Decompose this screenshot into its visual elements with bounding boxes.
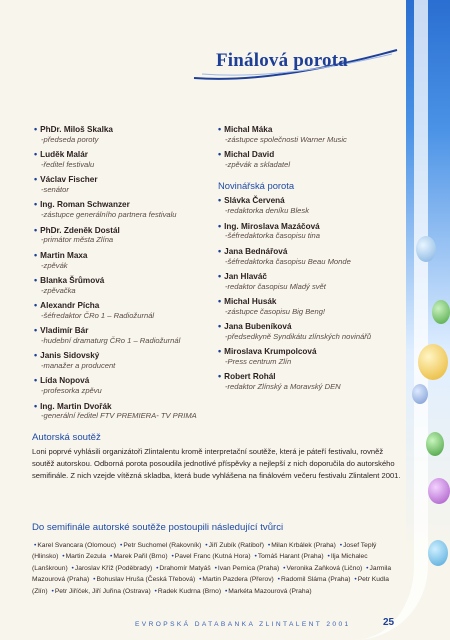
jury-member-role: -zástupce časopisu Big Beng!: [225, 306, 326, 316]
semifinalist-name: • Radomil Sláma (Praha): [276, 576, 351, 583]
jury-member-name: • PhDr. Zdeněk Dostál: [34, 225, 214, 236]
semifinalist-name: • Ilja Michalec (Lanškroun): [32, 553, 368, 571]
jury-member-role: -hudební dramaturg ČRo 1 – Radiožurnál: [41, 335, 181, 345]
jury-member-name: • Slávka Červená: [218, 195, 398, 206]
semifinalist-name: • Martin Pazdera (Přerov): [197, 576, 274, 583]
semifinalists-list: [32, 540, 404, 597]
jury-member: [218, 371, 398, 391]
jury-member-name: • Blanka Šrůmová: [34, 275, 214, 286]
semifinalist-name: • Pavel Franc (Kutná Hora): [169, 553, 250, 560]
jury-member-role: -předseda poroty: [41, 134, 99, 144]
author-competition-heading: Autorská soutěž: [32, 432, 101, 443]
jury-member: [218, 246, 398, 266]
jury-member-name: • Lída Nopová: [34, 375, 214, 386]
jury-member: [218, 271, 398, 291]
jury-member-name: • Michal David: [218, 149, 398, 160]
jury-member-role: -předsedkyně Syndikátu zlínských novinářů: [225, 331, 372, 341]
decorative-egg: [428, 478, 450, 504]
jury-member-name: • Miroslava Krumpolcová: [218, 346, 398, 357]
semifinalist-name: • Milan Krbálek (Praha): [266, 542, 336, 549]
jury-member: [34, 300, 214, 320]
jury-member-role: -manažer a producent: [41, 361, 116, 371]
jury-member-role: -senátor: [41, 185, 69, 195]
jury-member-name: • Robert Rohál: [218, 371, 398, 382]
jury-member: [34, 174, 214, 194]
jury-member-role: -ředitel festivalu: [41, 159, 95, 169]
jury-member: [34, 149, 214, 169]
semifinalist-name: • Jaroslav Kříž (Poděbrady): [70, 565, 153, 572]
jury-right-column: [218, 124, 398, 397]
jury-member: [218, 124, 398, 144]
jury-member: [34, 275, 214, 295]
semifinalist-name: • Jarmila Mazourová (Praha): [32, 565, 391, 583]
semifinalist-name: • Martin Zezula: [60, 553, 106, 560]
jury-member-name: • Alexandr Pícha: [34, 300, 214, 311]
jury-left-column: [34, 124, 214, 426]
jury-member: [34, 401, 214, 421]
jury-member-name: • Jan Hlaváč: [218, 271, 398, 282]
decorative-egg: [428, 540, 448, 566]
jury-member: [34, 199, 214, 219]
jury-member-role: -redaktorka deníku Blesk: [225, 206, 309, 216]
jury-member-role: -šéfredaktorka časopisu Beau Monde: [225, 256, 351, 266]
jury-member-name: • Janis Sidovský: [34, 350, 214, 361]
jury-member-name: • Luděk Malár: [34, 149, 214, 160]
jury-member: [34, 225, 214, 245]
jury-member: [218, 221, 398, 241]
jury-member-role: -generální ředitel FTV PREMIERA- TV PRIMA: [41, 411, 197, 421]
jury-member: [34, 375, 214, 395]
page-title: Finálová porota: [216, 50, 348, 71]
jury-member-role: -redaktor časopisu Mladý svět: [225, 281, 326, 291]
semifinalist-name: • Drahomír Matyáš: [154, 565, 211, 572]
page-number: 25: [383, 617, 395, 628]
footer-text: EVROPSKÁ DATABANKA ZLINTALENT 2001: [135, 621, 351, 628]
jury-member-name: • Jana Bednářová: [218, 246, 398, 257]
semifinal-heading: Do semifinále autorské soutěže postoupili následující tvůrci: [32, 522, 284, 533]
jury-member-name: • Martin Maxa: [34, 250, 214, 261]
decorative-egg: [426, 432, 444, 456]
author-competition-text: Loni poprvé vyhlásili organizátoři Zlintalentu kromě interpretační soutěže, která je páteří festivalu, rovněž soutěž autorskou. Odborná porota posoudila jednotlivé příspěvky a nejlepší z nich doporučila do autorského semifinále. Z nich vzejde vítězná skladba, která bude vyhlášena na finálovém večeru festivalu Zlintalent 2001.: [32, 447, 401, 480]
semifinalist-name: • Marek Pařil (Brno): [108, 553, 168, 560]
jury-member-name: • Ing. Martin Dvořák: [34, 401, 214, 412]
press-jury-heading: Novinářská porota: [218, 180, 295, 192]
jury-member-role: -redaktor Zlínský a Moravský DEN: [225, 382, 341, 392]
decorative-egg: [416, 236, 436, 262]
semifinalist-name: • Jiří Zubík (Ratiboř): [203, 542, 264, 549]
jury-member-role: -zástupce generálního partnera festivalu: [41, 210, 177, 220]
jury-member-name: • PhDr. Miloš Skalka: [34, 124, 214, 135]
semifinalist-name: • Veronika Zaňková (Lično): [281, 565, 362, 572]
jury-member-name: • Václav Fischer: [34, 174, 214, 185]
jury-member-name: • Michal Máka: [218, 124, 398, 135]
semifinalist-name: • Ivan Pernica (Praha): [213, 565, 280, 572]
semifinalist-name: • Bohuslav Hruša (Česká Třebová): [91, 576, 195, 583]
semifinalist-name: • Tomáš Harant (Praha): [252, 553, 323, 560]
semifinalist-name: • Karel Svancara (Olomouc): [32, 542, 116, 549]
jury-member-role: -primátor města Zlína: [41, 235, 114, 245]
jury-member-name: • Ing. Roman Schwanzer: [34, 199, 214, 210]
jury-member: [34, 350, 214, 370]
jury-member-name: • Vladimír Bár: [34, 325, 214, 336]
semifinalist-name: • Radek Kudrna (Brno): [153, 588, 222, 595]
semifinalist-name: • Petr Suchomel (Rakovník): [118, 542, 201, 549]
decorative-egg: [418, 344, 448, 380]
jury-member: [34, 124, 214, 144]
jury-member-role: -zpěvák a skladatel: [225, 159, 291, 169]
semifinalist-name: • Petr Jiříček, Jiří Juřina (Ostrava): [49, 588, 150, 595]
jury-member: [218, 296, 398, 316]
jury-member-name: • Jana Bubeníková: [218, 321, 398, 332]
decorative-egg: [412, 384, 428, 404]
jury-member: [218, 346, 398, 366]
title-block: [192, 44, 402, 84]
jury-member: [34, 250, 214, 270]
semifinalist-name: • Petr Kudla (Zlín): [32, 576, 389, 594]
semifinalist-name: • Markéta Mazourová (Praha): [223, 588, 312, 595]
jury-member-role: -profesorka zpěvu: [41, 386, 102, 396]
jury-member-role: -zpěvačka: [41, 285, 76, 295]
jury-member-role: -šéfredaktorka časopisu tina: [225, 231, 320, 241]
jury-member-name: • Ing. Miroslava Mazáčová: [218, 221, 398, 232]
jury-member: [218, 149, 398, 169]
jury-member-role: -šéfredaktor ČRo 1 – Radiožurnál: [41, 310, 155, 320]
jury-member: [218, 321, 398, 341]
semifinalist-name: • Josef Teplý (Hlinsko): [32, 542, 376, 560]
jury-member: [34, 325, 214, 345]
jury-member: [218, 195, 398, 215]
jury-member-role: -zpěvák: [41, 260, 68, 270]
decorative-egg: [432, 300, 450, 324]
jury-member-name: • Michal Husák: [218, 296, 398, 307]
jury-member-role: -Press centrum Zlín: [225, 357, 292, 367]
jury-member-role: -zástupce společnosti Warner Music: [225, 134, 347, 144]
